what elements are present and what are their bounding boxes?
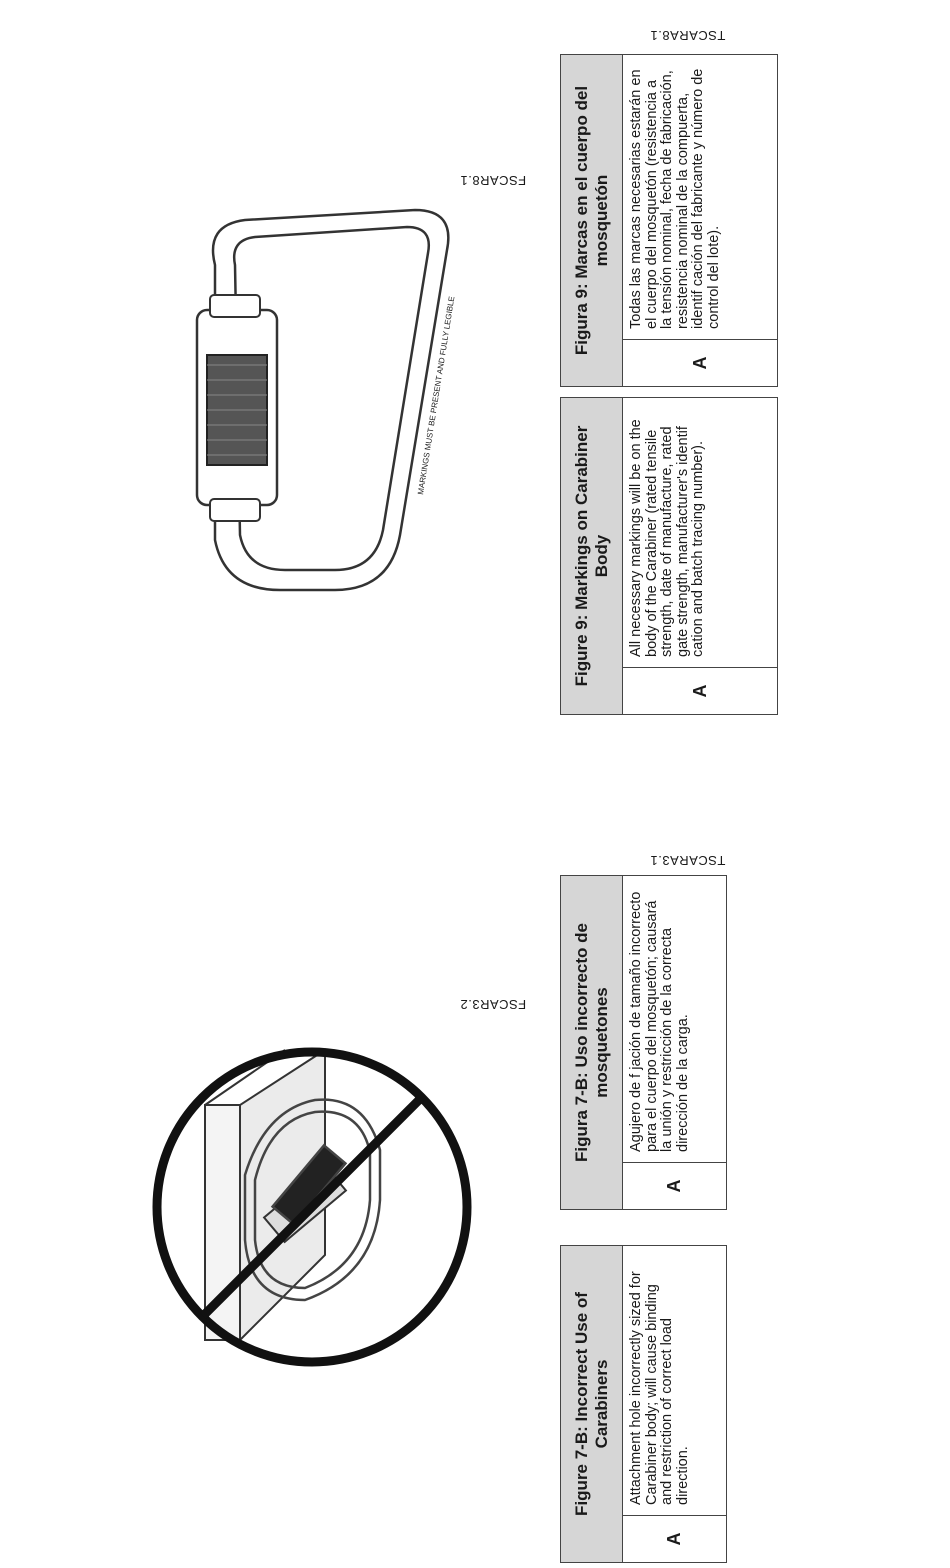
table-description: Agujero de f jación de tamaño incorrecto para el cuerpo del mosquetón; causará la unión y restricción de la correcta dirección de la carga. <box>628 891 691 1152</box>
table-key: A <box>623 1515 726 1562</box>
figure-code-fscar3: FSCAR3.2 <box>460 997 527 1012</box>
table-description: Attachment hole incorrectly sized for Carabiner body; will cause binding and restriction of correct load direction. <box>628 1271 691 1505</box>
carabiner-markings-illustration <box>185 205 460 595</box>
figure-7b-en-table <box>560 1245 727 1563</box>
table-key: A <box>623 667 777 714</box>
figure-code-fscar8: FSCAR8.1 <box>460 173 527 188</box>
figure-code-tscara8: TSCARA8.1 <box>650 28 726 43</box>
table-title: Figura 7-B: Uso incorrecto de mosquetones <box>561 876 623 1209</box>
figure-9-en-table <box>560 397 778 715</box>
table-key: A <box>623 339 777 386</box>
figure-code-tscara3: TSCARA3.1 <box>650 853 726 868</box>
table-title: Figure 9: Markings on Carabiner Body <box>561 398 623 714</box>
table-title: Figura 9: Marcas en el cuerpo del mosquetón <box>561 55 623 386</box>
figure-9-es-table <box>560 54 778 387</box>
table-description: All necessary markings will be on the body of the Carabiner (rated tensile strength, date of manufacture, rated gate strength, manufacturer's identif cation and batch tracing number). <box>628 419 706 657</box>
figure-7b-es-table <box>560 875 727 1210</box>
table-key: A <box>623 1162 726 1209</box>
table-title: Figure 7-B: Incorrect Use of Carabiners <box>561 1246 623 1562</box>
carabiner-marking-text: MARKINGS MUST BE PRESENT AND FULLY LEGIBLE <box>416 295 457 496</box>
table-description: Todas las marcas necesarias estarán en el cuerpo del mosquetón (resistencia a la tensión nominal, fecha de fabricación, resistencia nominal de la compuerta, identif cación del fabricante y número de control del lote). <box>628 68 722 329</box>
incorrect-use-illustration <box>145 1040 480 1375</box>
